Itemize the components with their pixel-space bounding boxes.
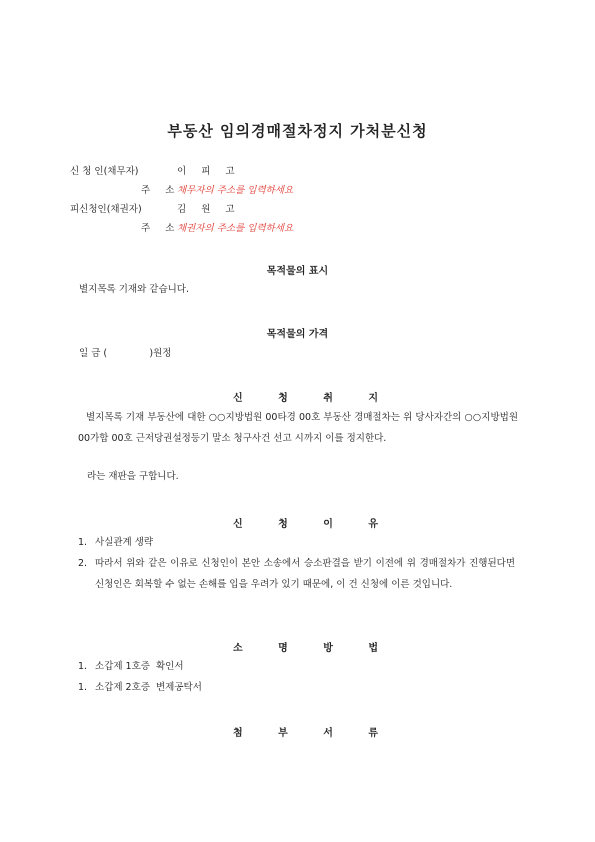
applicant-address-label: 주 소 — [141, 185, 181, 196]
purpose-heading: 신 청 취 지 — [232, 393, 395, 404]
object-price-text: 일 금 ( )원정 — [79, 348, 172, 359]
reason-item-number: 2. — [78, 558, 88, 569]
evidence-item-number: 1. — [78, 661, 88, 672]
respondent-name: 김 원 고 — [177, 204, 241, 215]
applicant-address-field[interactable]: 채무자의 주소를 입력하세요 — [177, 185, 294, 196]
party-block — [70, 162, 470, 238]
reason-heading: 신 청 이 유 — [232, 519, 395, 530]
evidence-item-2 — [78, 677, 518, 698]
respondent-address-row — [70, 219, 470, 238]
object-price-heading: 목적물의 가격 — [266, 329, 329, 340]
applicant-name: 이 피 고 — [177, 166, 241, 177]
reason-item-1 — [78, 532, 518, 553]
evidence-item-text: 소갑제 1호증 확인서 — [95, 661, 184, 672]
evidence-item-number: 1. — [78, 682, 88, 693]
respondent-row — [70, 200, 470, 219]
attachments-heading: 첨 부 서 류 — [232, 728, 395, 739]
applicant-role-label: 신 청 인(채무자) — [70, 166, 139, 177]
purpose-closing: 라는 재판을 구합니다. — [87, 471, 179, 482]
applicant-address-row — [70, 181, 470, 200]
evidence-heading: 소 명 방 법 — [232, 643, 395, 654]
respondent-address-field[interactable]: 채권자의 주소를 입력하세요 — [177, 223, 294, 234]
purpose-paragraph: 별지목록 기재 부동산에 대한 ○○지방법원 00타경 00호 부동산 경매절차는 위 당사자간의 ○○지방법원 00가합 00호 근저당권설정등기 말소 청구사건 선고 시까지 이를 정지한다. — [78, 412, 518, 444]
object-display-heading: 목적물의 표시 — [266, 266, 329, 277]
reason-item-text: 따라서 위와 같은 이유로 신청인이 본안 소송에서 승소판결을 받기 이전에 위 경매절차가 진행된다면 신청인은 회복할 수 없는 손해를 입을 우려가 있기 때문에, 이 건 신청에 이른 것입니다. — [95, 558, 515, 590]
evidence-item-1 — [78, 656, 518, 677]
reason-item-text: 사실관계 생략 — [95, 537, 154, 548]
respondent-address-label: 주 소 — [141, 223, 181, 234]
applicant-row — [70, 162, 470, 181]
evidence-item-text: 소갑제 2호증 변제공탁서 — [95, 682, 202, 693]
reason-item-number: 1. — [78, 537, 88, 548]
respondent-role-label: 피신청인(채권자) — [70, 204, 142, 215]
document-title: 부동산 임의경매절차정지 가처분신청 — [167, 122, 428, 140]
reason-item-2 — [78, 553, 518, 616]
object-display-text: 별지목록 기재와 같습니다. — [79, 284, 190, 295]
